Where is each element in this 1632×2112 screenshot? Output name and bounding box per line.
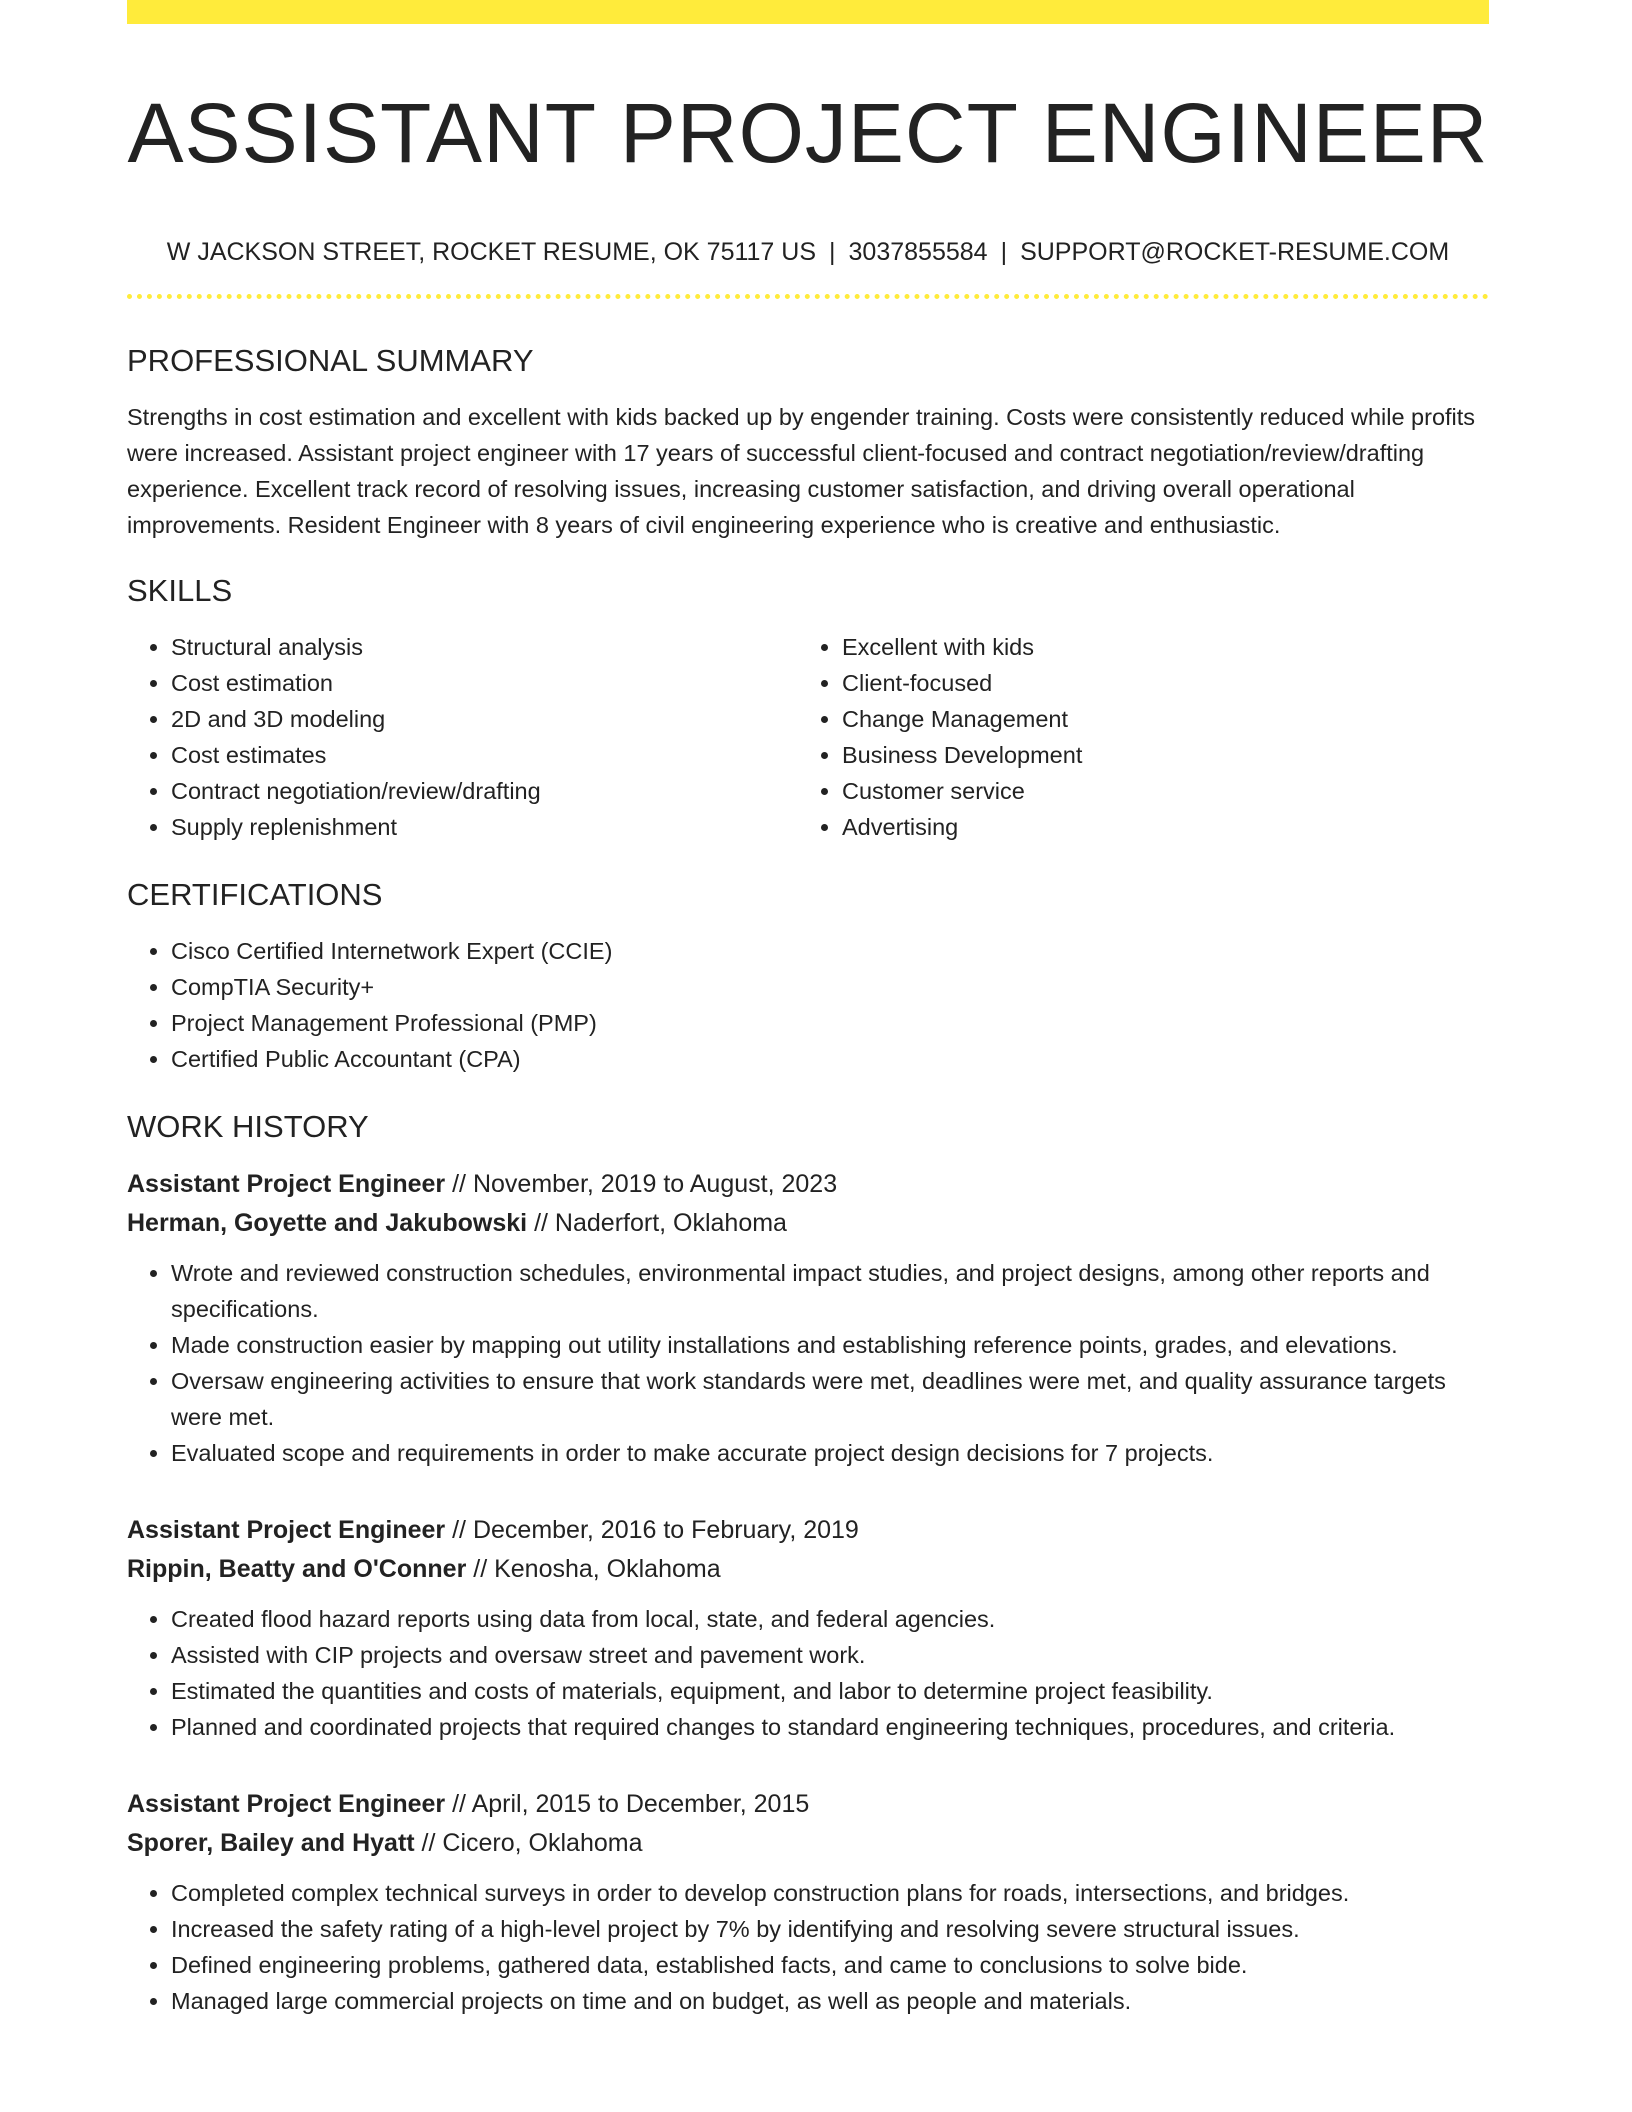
job-location: Cicero, Oklahoma <box>442 1829 643 1857</box>
job-role-line <box>127 1165 1489 1204</box>
job-separator: // <box>527 1209 555 1237</box>
skill-item: • Supply replenishment <box>171 809 798 845</box>
job-duty: • Increased the safety rating of a high-level project by 7% by identifying and resolving severe structural issues. <box>171 1911 1489 1947</box>
job-duty: • Assisted with CIP projects and oversaw street and pavement work. <box>171 1637 1489 1673</box>
job-company-line <box>127 1204 1489 1243</box>
skill-item: • Structural analysis <box>171 629 798 665</box>
skill-item: • Customer service <box>842 773 1469 809</box>
job-duty: • Created flood hazard reports using data from local, state, and federal agencies. <box>171 1601 1489 1637</box>
skills-grid <box>127 629 1489 845</box>
dotted-divider <box>127 294 1489 299</box>
phone-number: 3037855584 <box>848 238 988 266</box>
job-role: Assistant Project Engineer <box>127 1516 446 1544</box>
contact-line <box>127 236 1489 268</box>
skill-item: • Client-focused <box>842 665 1469 701</box>
job-separator: // <box>445 1170 473 1198</box>
job-company: Herman, Goyette and Jakubowski <box>127 1209 528 1237</box>
contact-separator: | <box>829 238 836 266</box>
resume-page <box>127 0 1489 2019</box>
certification-item: • Project Management Professional (PMP) <box>171 1005 1489 1041</box>
job-company: Sporer, Bailey and Hyatt <box>127 1829 415 1857</box>
job-duties-list <box>127 1875 1489 2019</box>
certification-item: • CompTIA Security+ <box>171 969 1489 1005</box>
job-duty: • Completed complex technical surveys in order to develop construction plans for roads, intersections, and bridges. <box>171 1875 1489 1911</box>
job-location: Naderfort, Oklahoma <box>554 1209 787 1237</box>
summary-heading: PROFESSIONAL SUMMARY <box>127 343 534 378</box>
job-duty: • Oversaw engineering activities to ensure that work standards were met, deadlines were met, and quality assurance targets were met. <box>171 1363 1489 1435</box>
skill-item: • Contract negotiation/review/drafting <box>171 773 798 809</box>
resume-title: ASSISTANT PROJECT ENGINEER <box>127 86 1489 180</box>
skill-item: • Cost estimation <box>171 665 798 701</box>
job-role-line <box>127 1785 1489 1824</box>
job-duty: • Evaluated scope and requirements in order to make accurate project design decisions for 7 projects. <box>171 1435 1489 1471</box>
job-duties-list <box>127 1255 1489 1471</box>
skills-column-right <box>798 629 1469 845</box>
email-address: SUPPORT@ROCKET-RESUME.COM <box>1020 238 1450 266</box>
accent-top-bar <box>127 0 1489 24</box>
job-separator: // <box>445 1790 472 1818</box>
skill-item: • Advertising <box>842 809 1469 845</box>
job-separator: // <box>466 1555 495 1583</box>
skill-item: • Change Management <box>842 701 1469 737</box>
job-company: Rippin, Beatty and O'Conner <box>127 1555 467 1583</box>
job-duty: • Planned and coordinated projects that required changes to standard engineering techniques, procedures, and criteria. <box>171 1709 1489 1745</box>
job-company-line <box>127 1824 1489 1863</box>
job-separator: // <box>414 1829 443 1857</box>
summary-text: Strengths in cost estimation and excellent with kids backed up by engender training. Costs were consistently reduced while profits were increased. Assistant project engineer with 17 years of successful client-focused and contract negotiation/review/drafting experience. Excellent track record of resolving issues, increasing customer satisfaction, and driving overall operational improvements. Resident Engineer with 8 years of civil engineering experience who is creative and enthusiastic. <box>127 404 1476 538</box>
skill-item: • Cost estimates <box>171 737 798 773</box>
address: W JACKSON STREET, ROCKET RESUME, OK 75117 US <box>166 238 817 266</box>
skills-heading: SKILLS <box>127 573 233 608</box>
skill-item: • 2D and 3D modeling <box>171 701 798 737</box>
job-separator: // <box>445 1516 473 1544</box>
work-history-heading: WORK HISTORY <box>127 1109 369 1144</box>
job-company-line <box>127 1550 1489 1589</box>
job-dates: April, 2015 to December, 2015 <box>471 1790 810 1818</box>
certification-item: • Certified Public Accountant (CPA) <box>171 1041 1489 1077</box>
job-duties-list <box>127 1601 1489 1745</box>
job-entry <box>127 1511 1489 1745</box>
job-duty: • Managed large commercial projects on time and on budget, as well as people and materials. <box>171 1983 1489 2019</box>
job-duty: • Estimated the quantities and costs of materials, equipment, and labor to determine project feasibility. <box>171 1673 1489 1709</box>
skills-list-left <box>171 629 798 845</box>
job-dates: November, 2019 to August, 2023 <box>472 1170 838 1198</box>
job-role: Assistant Project Engineer <box>127 1790 446 1818</box>
job-duty: • Defined engineering problems, gathered data, established facts, and came to conclusions to solve bide. <box>171 1947 1489 1983</box>
job-duty: • Wrote and reviewed construction schedules, environmental impact studies, and project designs, among other reports and specifications. <box>171 1255 1489 1327</box>
skills-list-right <box>842 629 1469 845</box>
job-entry <box>127 1785 1489 2019</box>
skills-column-left <box>127 629 798 845</box>
certifications-list <box>127 933 1489 1077</box>
skill-item: • Excellent with kids <box>842 629 1469 665</box>
job-duty: • Made construction easier by mapping out utility installations and establishing reference points, grades, and elevations. <box>171 1327 1489 1363</box>
certification-item: • Cisco Certified Internetwork Expert (CCIE) <box>171 933 1489 969</box>
job-role-line <box>127 1511 1489 1550</box>
skill-item: • Business Development <box>842 737 1469 773</box>
job-role: Assistant Project Engineer <box>127 1170 446 1198</box>
contact-separator: | <box>1000 238 1008 266</box>
job-location: Kenosha, Oklahoma <box>494 1555 721 1583</box>
job-dates: December, 2016 to February, 2019 <box>472 1516 859 1544</box>
job-entry <box>127 1165 1489 1471</box>
certifications-heading: CERTIFICATIONS <box>127 877 383 912</box>
